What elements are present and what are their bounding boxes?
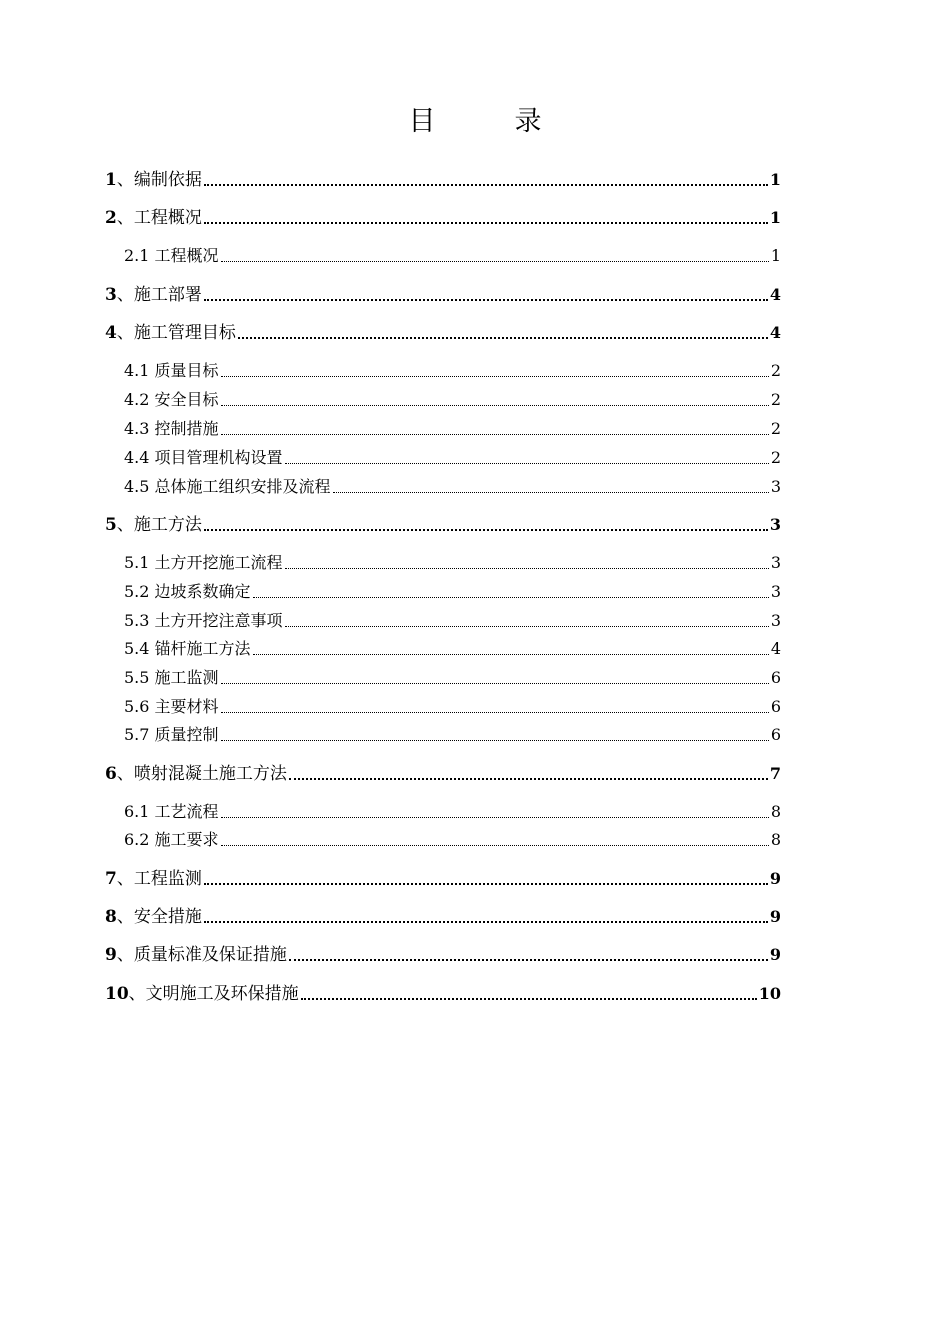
toc-entry-number: 7 [105, 869, 117, 889]
toc-entry-number: 4 [105, 323, 117, 343]
dot-leader [289, 778, 768, 780]
dot-leader [289, 959, 768, 961]
toc-entry-text: 4.5 总体施工组织安排及流程 [124, 477, 331, 496]
toc-entry-text: 4.2 安全目标 [124, 390, 219, 409]
toc-entry-label [124, 637, 251, 661]
toc-subentry[interactable] [124, 723, 781, 747]
toc-entry-text: 6.1 工艺流程 [124, 802, 219, 821]
toc-page-number: 9 [769, 907, 781, 926]
dot-leader [221, 405, 769, 406]
toc-entry-text: 4.4 项目管理机构设置 [124, 448, 283, 467]
toc-page-number: 3 [770, 477, 781, 496]
toc-entry-number: 9 [105, 945, 117, 965]
page-title: 目 录 [408, 106, 568, 137]
toc-entry-text: 、安全措施 [116, 907, 202, 927]
toc-page-number: 6 [770, 668, 781, 687]
toc-page-number: 7 [769, 764, 781, 783]
toc-page-number: 2 [770, 390, 781, 409]
dot-leader [204, 299, 768, 301]
toc-page-number: 4 [770, 639, 781, 658]
toc-entry-text: 、工程概况 [116, 208, 202, 228]
toc-entry-label [105, 206, 202, 230]
toc-entry-label [124, 388, 219, 412]
toc-entry-text: 6.2 施工要求 [124, 830, 219, 849]
toc-subentry[interactable] [124, 828, 781, 852]
dot-leader [221, 261, 769, 262]
toc-entry-label [105, 321, 236, 345]
toc-page-number: 3 [770, 582, 781, 601]
toc-entry-label [124, 551, 283, 575]
toc-subentry[interactable] [124, 417, 781, 441]
toc-entry-label [105, 283, 202, 307]
toc-entry-number: 3 [105, 285, 117, 305]
toc-entry-text: 、施工方法 [116, 515, 202, 535]
dot-leader [285, 463, 769, 464]
toc-subentry[interactable] [124, 695, 781, 719]
toc-entry-text: 、施工部署 [116, 285, 202, 305]
toc-entry-label [124, 695, 219, 719]
toc-entry[interactable] [105, 283, 781, 307]
toc-entry-label [124, 244, 219, 268]
toc-page-number: 3 [770, 553, 781, 572]
dot-leader [253, 597, 769, 598]
toc-subentry[interactable] [124, 637, 781, 661]
dot-leader [204, 921, 768, 923]
toc-page-number: 3 [769, 515, 781, 534]
toc-subentry[interactable] [124, 388, 781, 412]
toc-page-number: 8 [770, 830, 781, 849]
toc-entry-text: 、喷射混凝土施工方法 [116, 764, 287, 784]
toc-entry-number: 8 [105, 907, 117, 927]
dot-leader [333, 492, 769, 493]
toc-entry-number: 10 [105, 984, 129, 1004]
toc-entry-label [105, 867, 202, 891]
dot-leader [238, 337, 768, 339]
dot-leader [221, 376, 769, 377]
toc-subentry[interactable] [124, 446, 781, 470]
toc-entry-number: 1 [105, 170, 117, 190]
toc-entry-text: 4.1 质量目标 [124, 361, 219, 380]
toc-page-number: 1 [770, 246, 781, 265]
toc-page-number: 8 [770, 802, 781, 821]
toc-page-number: 2 [770, 361, 781, 380]
toc-entry[interactable] [105, 321, 781, 345]
toc-page-number: 4 [769, 285, 781, 304]
toc-entry-text: 、施工管理目标 [116, 323, 236, 343]
dot-leader [221, 712, 769, 713]
toc-subentry[interactable] [124, 551, 781, 575]
toc-entry-text: 2.1 工程概况 [124, 246, 219, 265]
toc-entry-text: 5.4 锚杆施工方法 [124, 639, 251, 658]
toc-subentry[interactable] [124, 580, 781, 604]
dot-leader [221, 817, 769, 818]
toc-entry[interactable] [105, 168, 781, 192]
toc-entry-label [124, 666, 219, 690]
dot-leader [221, 740, 769, 741]
toc-entry-text: 5.6 主要材料 [124, 697, 219, 716]
toc-entry[interactable] [105, 943, 781, 967]
toc-entry-text: 、工程监测 [116, 869, 202, 889]
dot-leader [204, 222, 768, 224]
toc-page-number: 2 [770, 448, 781, 467]
toc-entry[interactable] [105, 513, 781, 537]
toc-entry[interactable] [105, 982, 781, 1006]
toc-entry[interactable] [105, 905, 781, 929]
toc-entry-label [124, 475, 331, 499]
toc-entry-label [105, 982, 299, 1006]
toc-entry-label [124, 800, 219, 824]
toc-entry-text: 4.3 控制措施 [124, 419, 219, 438]
dot-leader [204, 184, 768, 186]
toc-entry[interactable] [105, 206, 781, 230]
toc-subentry[interactable] [124, 359, 781, 383]
toc-page-number: 2 [770, 419, 781, 438]
toc-entry-number: 5 [105, 515, 117, 535]
toc-page-number: 1 [769, 170, 781, 189]
dot-leader [285, 568, 769, 569]
toc-entry-text: 、文明施工及环保措施 [128, 984, 299, 1004]
toc-page-number: 3 [770, 611, 781, 630]
dot-leader [253, 654, 769, 655]
toc-entry-text: 5.1 土方开挖施工流程 [124, 553, 283, 572]
toc-entry-label [124, 446, 283, 470]
dot-leader [221, 434, 769, 435]
toc-entry-text: 5.7 质量控制 [124, 725, 219, 744]
toc-entry-label [105, 905, 202, 929]
toc-entry-label [105, 762, 287, 786]
toc-entry-text: 5.3 土方开挖注意事项 [124, 611, 283, 630]
toc-page-number: 6 [770, 725, 781, 744]
toc-subentry[interactable] [124, 800, 781, 824]
toc-page-number: 1 [769, 208, 781, 227]
dot-leader [204, 883, 768, 885]
toc-page-number: 9 [769, 869, 781, 888]
toc-entry-label [124, 417, 219, 441]
toc-entry-label [105, 513, 202, 537]
toc-entry-label [124, 828, 219, 852]
dot-leader [285, 626, 769, 627]
toc-entry-label [124, 723, 219, 747]
toc-subentry[interactable] [124, 609, 781, 633]
toc-entry[interactable] [105, 867, 781, 891]
toc-page-number: 6 [770, 697, 781, 716]
toc-page-number: 9 [769, 945, 781, 964]
toc-entry-label [124, 609, 283, 633]
toc-subentry[interactable] [124, 244, 781, 268]
toc-entry[interactable] [105, 762, 781, 786]
dot-leader [301, 998, 757, 1000]
toc-page-number: 4 [769, 323, 781, 342]
toc-entry-label [105, 168, 202, 192]
dot-leader [221, 683, 769, 684]
toc-entry-text: 、质量标准及保证措施 [116, 945, 287, 965]
toc-subentry[interactable] [124, 666, 781, 690]
toc-page-number: 10 [758, 984, 781, 1003]
toc-entry-label [105, 943, 287, 967]
toc-entry-number: 2 [105, 208, 117, 228]
toc-entry-label [124, 359, 219, 383]
toc-entry-label [124, 580, 251, 604]
toc-entry-number: 6 [105, 764, 117, 784]
toc-subentry[interactable] [124, 475, 781, 499]
toc-entry-text: 、编制依据 [116, 170, 202, 190]
dot-leader [221, 845, 769, 846]
toc-entry-text: 5.5 施工监测 [124, 668, 219, 687]
toc-entry-text: 5.2 边坡系数确定 [124, 582, 251, 601]
dot-leader [204, 529, 768, 531]
